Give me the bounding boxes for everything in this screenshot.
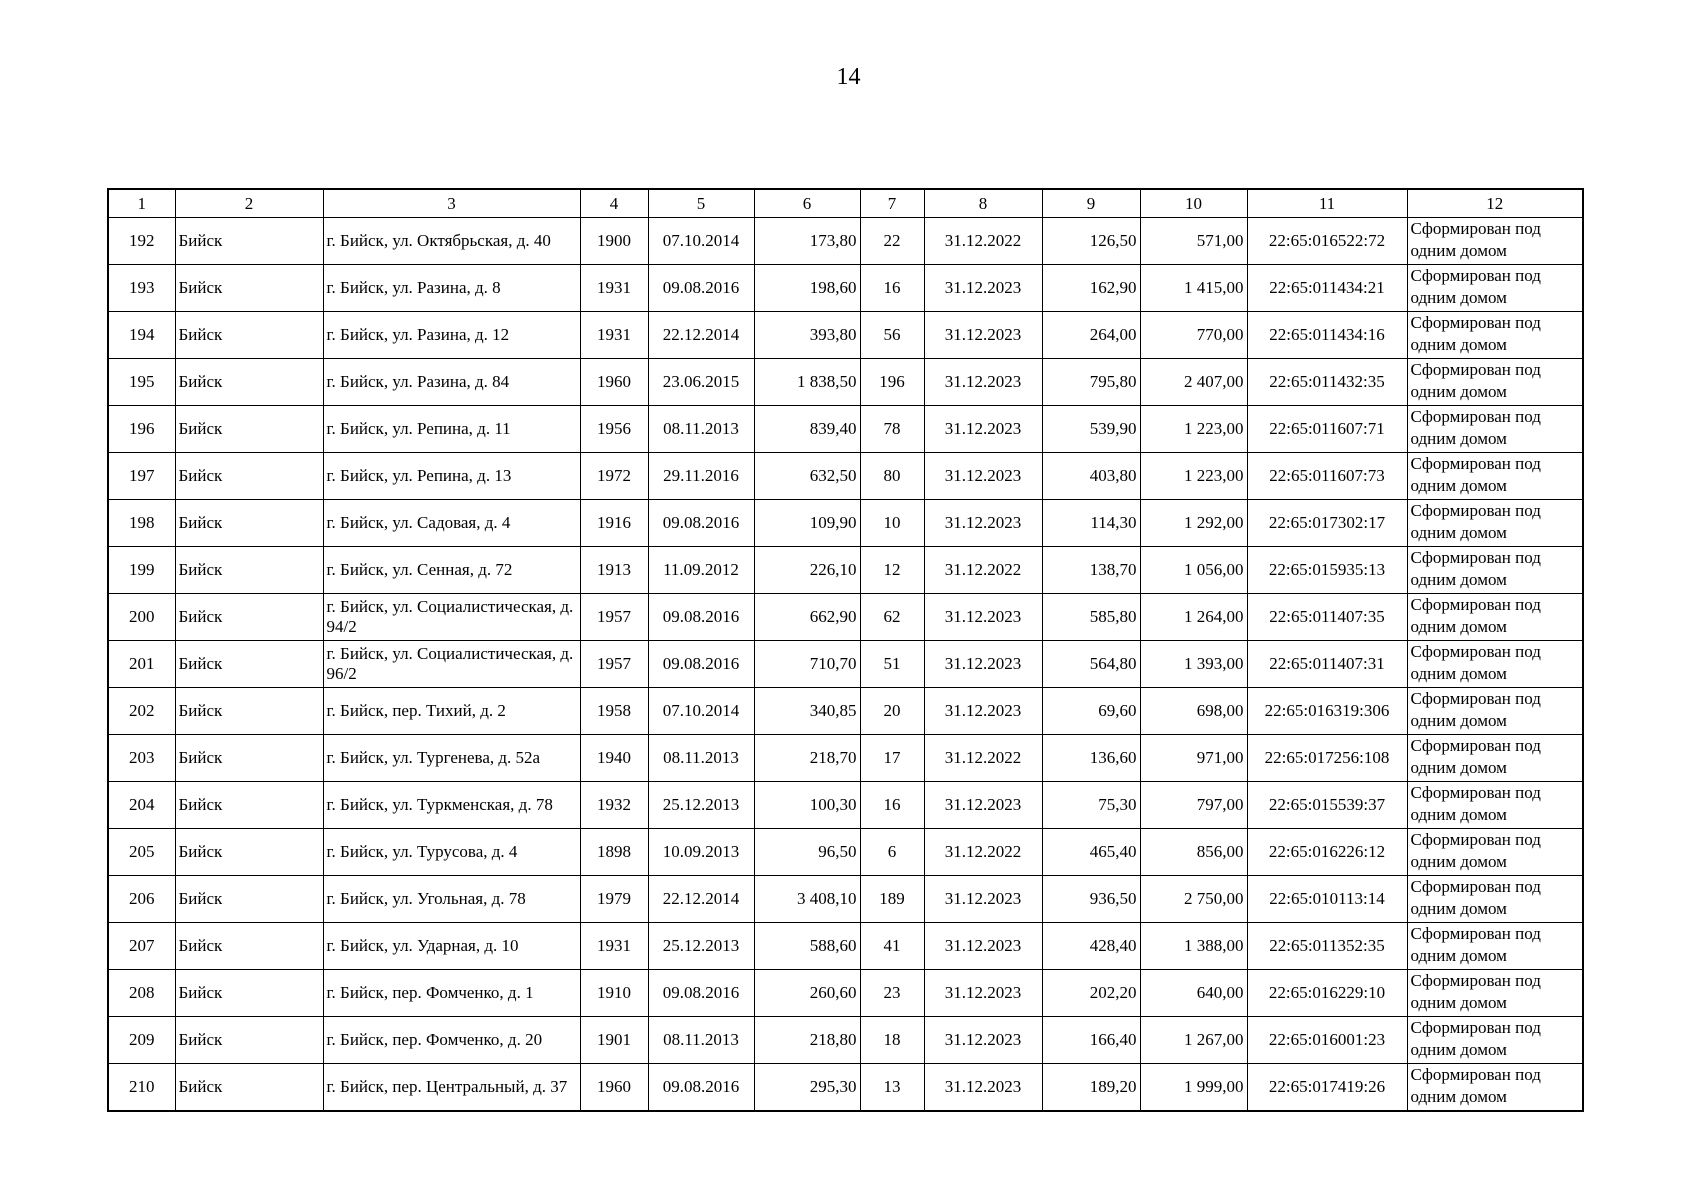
- residents-cell: 23: [860, 970, 924, 1017]
- column-header: 1: [108, 189, 175, 218]
- table-row: [108, 594, 1583, 641]
- area-cell: 662,90: [754, 594, 860, 641]
- table-row: [108, 970, 1583, 1017]
- date-cell: 09.08.2016: [648, 500, 754, 547]
- residents-cell: 10: [860, 500, 924, 547]
- year-cell: 1960: [580, 1064, 648, 1111]
- cadastral-number-cell: 22:65:011407:31: [1247, 641, 1407, 688]
- date-cell: 07.10.2014: [648, 688, 754, 735]
- land-area-cell: 138,70: [1042, 547, 1140, 594]
- date-cell: 09.08.2016: [648, 265, 754, 312]
- deadline-cell: 31.12.2023: [924, 453, 1042, 500]
- row-number-cell: 209: [108, 1017, 175, 1064]
- city-cell: Бийск: [175, 453, 323, 500]
- residents-cell: 78: [860, 406, 924, 453]
- area-cell: 710,70: [754, 641, 860, 688]
- city-cell: Бийск: [175, 1064, 323, 1111]
- date-cell: 22.12.2014: [648, 876, 754, 923]
- area-cell: 96,50: [754, 829, 860, 876]
- column-header: 4: [580, 189, 648, 218]
- table-row: [108, 218, 1583, 265]
- city-cell: Бийск: [175, 782, 323, 829]
- area-cell: 198,60: [754, 265, 860, 312]
- area-cell: 100,30: [754, 782, 860, 829]
- area-cell: 173,80: [754, 218, 860, 265]
- deadline-cell: 31.12.2022: [924, 735, 1042, 782]
- note-cell: Сформирован под одним домом: [1407, 782, 1583, 829]
- address-cell: г. Бийск, пер. Тихий, д. 2: [323, 688, 580, 735]
- note-cell: Сформирован под одним домом: [1407, 923, 1583, 970]
- date-cell: 09.08.2016: [648, 641, 754, 688]
- land-area-cell: 114,30: [1042, 500, 1140, 547]
- row-number-cell: 202: [108, 688, 175, 735]
- address-cell: г. Бийск, ул. Репина, д. 11: [323, 406, 580, 453]
- table-row: [108, 547, 1583, 594]
- area-cell: 295,30: [754, 1064, 860, 1111]
- note-cell: Сформирован под одним домом: [1407, 876, 1583, 923]
- column-header: 11: [1247, 189, 1407, 218]
- column-header: 7: [860, 189, 924, 218]
- year-cell: 1898: [580, 829, 648, 876]
- cost-cell: 640,00: [1140, 970, 1247, 1017]
- address-cell: г. Бийск, ул. Разина, д. 8: [323, 265, 580, 312]
- table-row: [108, 641, 1583, 688]
- table-row: [108, 453, 1583, 500]
- area-cell: 109,90: [754, 500, 860, 547]
- year-cell: 1957: [580, 641, 648, 688]
- year-cell: 1932: [580, 782, 648, 829]
- land-area-cell: 126,50: [1042, 218, 1140, 265]
- column-header: 3: [323, 189, 580, 218]
- column-header: 8: [924, 189, 1042, 218]
- table-row: [108, 265, 1583, 312]
- city-cell: Бийск: [175, 688, 323, 735]
- cadastral-number-cell: 22:65:011407:35: [1247, 594, 1407, 641]
- residents-cell: 56: [860, 312, 924, 359]
- land-area-cell: 189,20: [1042, 1064, 1140, 1111]
- row-number-cell: 195: [108, 359, 175, 406]
- date-cell: 09.08.2016: [648, 1064, 754, 1111]
- residents-cell: 16: [860, 782, 924, 829]
- date-cell: 11.09.2012: [648, 547, 754, 594]
- area-cell: 226,10: [754, 547, 860, 594]
- note-cell: Сформирован под одним домом: [1407, 218, 1583, 265]
- date-cell: 07.10.2014: [648, 218, 754, 265]
- table-body: [108, 218, 1583, 1111]
- row-number-cell: 210: [108, 1064, 175, 1111]
- city-cell: Бийск: [175, 500, 323, 547]
- table-row: [108, 735, 1583, 782]
- note-cell: Сформирован под одним домом: [1407, 265, 1583, 312]
- address-cell: г. Бийск, ул. Садовая, д. 4: [323, 500, 580, 547]
- city-cell: Бийск: [175, 218, 323, 265]
- row-number-cell: 199: [108, 547, 175, 594]
- date-cell: 08.11.2013: [648, 735, 754, 782]
- date-cell: 29.11.2016: [648, 453, 754, 500]
- column-header: 6: [754, 189, 860, 218]
- cadastral-number-cell: 22:65:015935:13: [1247, 547, 1407, 594]
- year-cell: 1910: [580, 970, 648, 1017]
- note-cell: Сформирован под одним домом: [1407, 500, 1583, 547]
- area-cell: 632,50: [754, 453, 860, 500]
- cadastral-number-cell: 22:65:011607:73: [1247, 453, 1407, 500]
- land-area-cell: 75,30: [1042, 782, 1140, 829]
- land-area-cell: 465,40: [1042, 829, 1140, 876]
- deadline-cell: 31.12.2023: [924, 782, 1042, 829]
- land-area-cell: 428,40: [1042, 923, 1140, 970]
- cadastral-number-cell: 22:65:011432:35: [1247, 359, 1407, 406]
- row-number-cell: 204: [108, 782, 175, 829]
- row-number-cell: 192: [108, 218, 175, 265]
- land-area-cell: 202,20: [1042, 970, 1140, 1017]
- date-cell: 08.11.2013: [648, 1017, 754, 1064]
- cost-cell: 856,00: [1140, 829, 1247, 876]
- area-cell: 1 838,50: [754, 359, 860, 406]
- residents-cell: 41: [860, 923, 924, 970]
- area-cell: 839,40: [754, 406, 860, 453]
- page-number: 14: [836, 64, 861, 90]
- deadline-cell: 31.12.2023: [924, 594, 1042, 641]
- date-cell: 25.12.2013: [648, 923, 754, 970]
- column-header: 2: [175, 189, 323, 218]
- year-cell: 1940: [580, 735, 648, 782]
- note-cell: Сформирован под одним домом: [1407, 594, 1583, 641]
- cost-cell: 770,00: [1140, 312, 1247, 359]
- column-header: 9: [1042, 189, 1140, 218]
- housing-table: [107, 188, 1584, 1112]
- land-area-cell: 539,90: [1042, 406, 1140, 453]
- year-cell: 1979: [580, 876, 648, 923]
- table-row: [108, 829, 1583, 876]
- note-cell: Сформирован под одним домом: [1407, 312, 1583, 359]
- cost-cell: 797,00: [1140, 782, 1247, 829]
- address-cell: г. Бийск, ул. Социалистическая, д. 96/2: [323, 641, 580, 688]
- cost-cell: 571,00: [1140, 218, 1247, 265]
- row-number-cell: 206: [108, 876, 175, 923]
- date-cell: 09.08.2016: [648, 594, 754, 641]
- row-number-cell: 205: [108, 829, 175, 876]
- residents-cell: 18: [860, 1017, 924, 1064]
- land-area-cell: 585,80: [1042, 594, 1140, 641]
- address-cell: г. Бийск, пер. Фомченко, д. 1: [323, 970, 580, 1017]
- deadline-cell: 31.12.2023: [924, 970, 1042, 1017]
- residents-cell: 12: [860, 547, 924, 594]
- cost-cell: 1 999,00: [1140, 1064, 1247, 1111]
- residents-cell: 17: [860, 735, 924, 782]
- year-cell: 1913: [580, 547, 648, 594]
- address-cell: г. Бийск, ул. Турусова, д. 4: [323, 829, 580, 876]
- city-cell: Бийск: [175, 970, 323, 1017]
- note-cell: Сформирован под одним домом: [1407, 688, 1583, 735]
- deadline-cell: 31.12.2023: [924, 312, 1042, 359]
- cadastral-number-cell: 22:65:017302:17: [1247, 500, 1407, 547]
- column-header: 5: [648, 189, 754, 218]
- cost-cell: 971,00: [1140, 735, 1247, 782]
- note-cell: Сформирован под одним домом: [1407, 829, 1583, 876]
- residents-cell: 22: [860, 218, 924, 265]
- date-cell: 23.06.2015: [648, 359, 754, 406]
- row-number-cell: 194: [108, 312, 175, 359]
- address-cell: г. Бийск, пер. Фомченко, д. 20: [323, 1017, 580, 1064]
- date-cell: 25.12.2013: [648, 782, 754, 829]
- address-cell: г. Бийск, ул. Репина, д. 13: [323, 453, 580, 500]
- city-cell: Бийск: [175, 876, 323, 923]
- land-area-cell: 162,90: [1042, 265, 1140, 312]
- deadline-cell: 31.12.2023: [924, 406, 1042, 453]
- note-cell: Сформирован под одним домом: [1407, 641, 1583, 688]
- residents-cell: 20: [860, 688, 924, 735]
- cadastral-number-cell: 22:65:017419:26: [1247, 1064, 1407, 1111]
- residents-cell: 189: [860, 876, 924, 923]
- address-cell: г. Бийск, ул. Ударная, д. 10: [323, 923, 580, 970]
- address-cell: г. Бийск, ул. Социалистическая, д. 94/2: [323, 594, 580, 641]
- cadastral-number-cell: 22:65:011352:35: [1247, 923, 1407, 970]
- year-cell: 1931: [580, 312, 648, 359]
- city-cell: Бийск: [175, 1017, 323, 1064]
- cadastral-number-cell: 22:65:011607:71: [1247, 406, 1407, 453]
- cost-cell: 1 264,00: [1140, 594, 1247, 641]
- deadline-cell: 31.12.2022: [924, 829, 1042, 876]
- residents-cell: 6: [860, 829, 924, 876]
- cost-cell: 1 056,00: [1140, 547, 1247, 594]
- table-row: [108, 923, 1583, 970]
- date-cell: 08.11.2013: [648, 406, 754, 453]
- residents-cell: 13: [860, 1064, 924, 1111]
- year-cell: 1916: [580, 500, 648, 547]
- city-cell: Бийск: [175, 312, 323, 359]
- column-number-row: [108, 189, 1583, 218]
- area-cell: 3 408,10: [754, 876, 860, 923]
- deadline-cell: 31.12.2023: [924, 359, 1042, 406]
- deadline-cell: 31.12.2022: [924, 547, 1042, 594]
- land-area-cell: 166,40: [1042, 1017, 1140, 1064]
- note-cell: Сформирован под одним домом: [1407, 970, 1583, 1017]
- table-row: [108, 312, 1583, 359]
- deadline-cell: 31.12.2023: [924, 641, 1042, 688]
- note-cell: Сформирован под одним домом: [1407, 735, 1583, 782]
- table-row: [108, 359, 1583, 406]
- residents-cell: 80: [860, 453, 924, 500]
- cost-cell: 1 223,00: [1140, 406, 1247, 453]
- area-cell: 260,60: [754, 970, 860, 1017]
- land-area-cell: 564,80: [1042, 641, 1140, 688]
- residents-cell: 62: [860, 594, 924, 641]
- year-cell: 1960: [580, 359, 648, 406]
- city-cell: Бийск: [175, 547, 323, 594]
- cost-cell: 1 415,00: [1140, 265, 1247, 312]
- row-number-cell: 203: [108, 735, 175, 782]
- cadastral-number-cell: 22:65:017256:108: [1247, 735, 1407, 782]
- cost-cell: 1 267,00: [1140, 1017, 1247, 1064]
- table-row: [108, 782, 1583, 829]
- area-cell: 218,70: [754, 735, 860, 782]
- area-cell: 588,60: [754, 923, 860, 970]
- land-area-cell: 264,00: [1042, 312, 1140, 359]
- year-cell: 1900: [580, 218, 648, 265]
- note-cell: Сформирован под одним домом: [1407, 1017, 1583, 1064]
- year-cell: 1972: [580, 453, 648, 500]
- note-cell: Сформирован под одним домом: [1407, 1064, 1583, 1111]
- cadastral-number-cell: 22:65:015539:37: [1247, 782, 1407, 829]
- year-cell: 1931: [580, 265, 648, 312]
- cost-cell: 2 750,00: [1140, 876, 1247, 923]
- cost-cell: 1 393,00: [1140, 641, 1247, 688]
- address-cell: г. Бийск, ул. Разина, д. 12: [323, 312, 580, 359]
- table-row: [108, 1064, 1583, 1111]
- cost-cell: 1 292,00: [1140, 500, 1247, 547]
- deadline-cell: 31.12.2023: [924, 876, 1042, 923]
- land-area-cell: 936,50: [1042, 876, 1140, 923]
- city-cell: Бийск: [175, 829, 323, 876]
- cadastral-number-cell: 22:65:016522:72: [1247, 218, 1407, 265]
- city-cell: Бийск: [175, 406, 323, 453]
- deadline-cell: 31.12.2023: [924, 923, 1042, 970]
- row-number-cell: 207: [108, 923, 175, 970]
- residents-cell: 16: [860, 265, 924, 312]
- table-row: [108, 1017, 1583, 1064]
- city-cell: Бийск: [175, 359, 323, 406]
- address-cell: г. Бийск, ул. Сенная, д. 72: [323, 547, 580, 594]
- year-cell: 1931: [580, 923, 648, 970]
- deadline-cell: 31.12.2023: [924, 265, 1042, 312]
- address-cell: г. Бийск, ул. Тургенева, д. 52а: [323, 735, 580, 782]
- date-cell: 09.08.2016: [648, 970, 754, 1017]
- row-number-cell: 198: [108, 500, 175, 547]
- address-cell: г. Бийск, ул. Туркменская, д. 78: [323, 782, 580, 829]
- city-cell: Бийск: [175, 594, 323, 641]
- cadastral-number-cell: 22:65:016229:10: [1247, 970, 1407, 1017]
- deadline-cell: 31.12.2023: [924, 1064, 1042, 1111]
- row-number-cell: 201: [108, 641, 175, 688]
- cost-cell: 2 407,00: [1140, 359, 1247, 406]
- cost-cell: 698,00: [1140, 688, 1247, 735]
- note-cell: Сформирован под одним домом: [1407, 547, 1583, 594]
- address-cell: г. Бийск, ул. Разина, д. 84: [323, 359, 580, 406]
- column-header: 10: [1140, 189, 1247, 218]
- row-number-cell: 193: [108, 265, 175, 312]
- year-cell: 1957: [580, 594, 648, 641]
- cadastral-number-cell: 22:65:016226:12: [1247, 829, 1407, 876]
- date-cell: 22.12.2014: [648, 312, 754, 359]
- residents-cell: 51: [860, 641, 924, 688]
- table-row: [108, 876, 1583, 923]
- land-area-cell: 136,60: [1042, 735, 1140, 782]
- residents-cell: 196: [860, 359, 924, 406]
- land-area-cell: 69,60: [1042, 688, 1140, 735]
- deadline-cell: 31.12.2023: [924, 500, 1042, 547]
- deadline-cell: 31.12.2022: [924, 218, 1042, 265]
- land-area-cell: 795,80: [1042, 359, 1140, 406]
- column-header: 12: [1407, 189, 1583, 218]
- cadastral-number-cell: 22:65:016319:306: [1247, 688, 1407, 735]
- year-cell: 1901: [580, 1017, 648, 1064]
- city-cell: Бийск: [175, 735, 323, 782]
- note-cell: Сформирован под одним домом: [1407, 406, 1583, 453]
- row-number-cell: 196: [108, 406, 175, 453]
- area-cell: 340,85: [754, 688, 860, 735]
- city-cell: Бийск: [175, 923, 323, 970]
- cadastral-number-cell: 22:65:011434:16: [1247, 312, 1407, 359]
- table-row: [108, 688, 1583, 735]
- row-number-cell: 197: [108, 453, 175, 500]
- date-cell: 10.09.2013: [648, 829, 754, 876]
- note-cell: Сформирован под одним домом: [1407, 453, 1583, 500]
- cadastral-number-cell: 22:65:011434:21: [1247, 265, 1407, 312]
- year-cell: 1956: [580, 406, 648, 453]
- row-number-cell: 208: [108, 970, 175, 1017]
- table-row: [108, 406, 1583, 453]
- table-row: [108, 500, 1583, 547]
- year-cell: 1958: [580, 688, 648, 735]
- deadline-cell: 31.12.2023: [924, 1017, 1042, 1064]
- row-number-cell: 200: [108, 594, 175, 641]
- address-cell: г. Бийск, ул. Октябрьская, д. 40: [323, 218, 580, 265]
- area-cell: 218,80: [754, 1017, 860, 1064]
- cadastral-number-cell: 22:65:010113:14: [1247, 876, 1407, 923]
- address-cell: г. Бийск, ул. Угольная, д. 78: [323, 876, 580, 923]
- deadline-cell: 31.12.2023: [924, 688, 1042, 735]
- city-cell: Бийск: [175, 641, 323, 688]
- cadastral-number-cell: 22:65:016001:23: [1247, 1017, 1407, 1064]
- address-cell: г. Бийск, пер. Центральный, д. 37: [323, 1064, 580, 1111]
- city-cell: Бийск: [175, 265, 323, 312]
- cost-cell: 1 223,00: [1140, 453, 1247, 500]
- area-cell: 393,80: [754, 312, 860, 359]
- cost-cell: 1 388,00: [1140, 923, 1247, 970]
- note-cell: Сформирован под одним домом: [1407, 359, 1583, 406]
- land-area-cell: 403,80: [1042, 453, 1140, 500]
